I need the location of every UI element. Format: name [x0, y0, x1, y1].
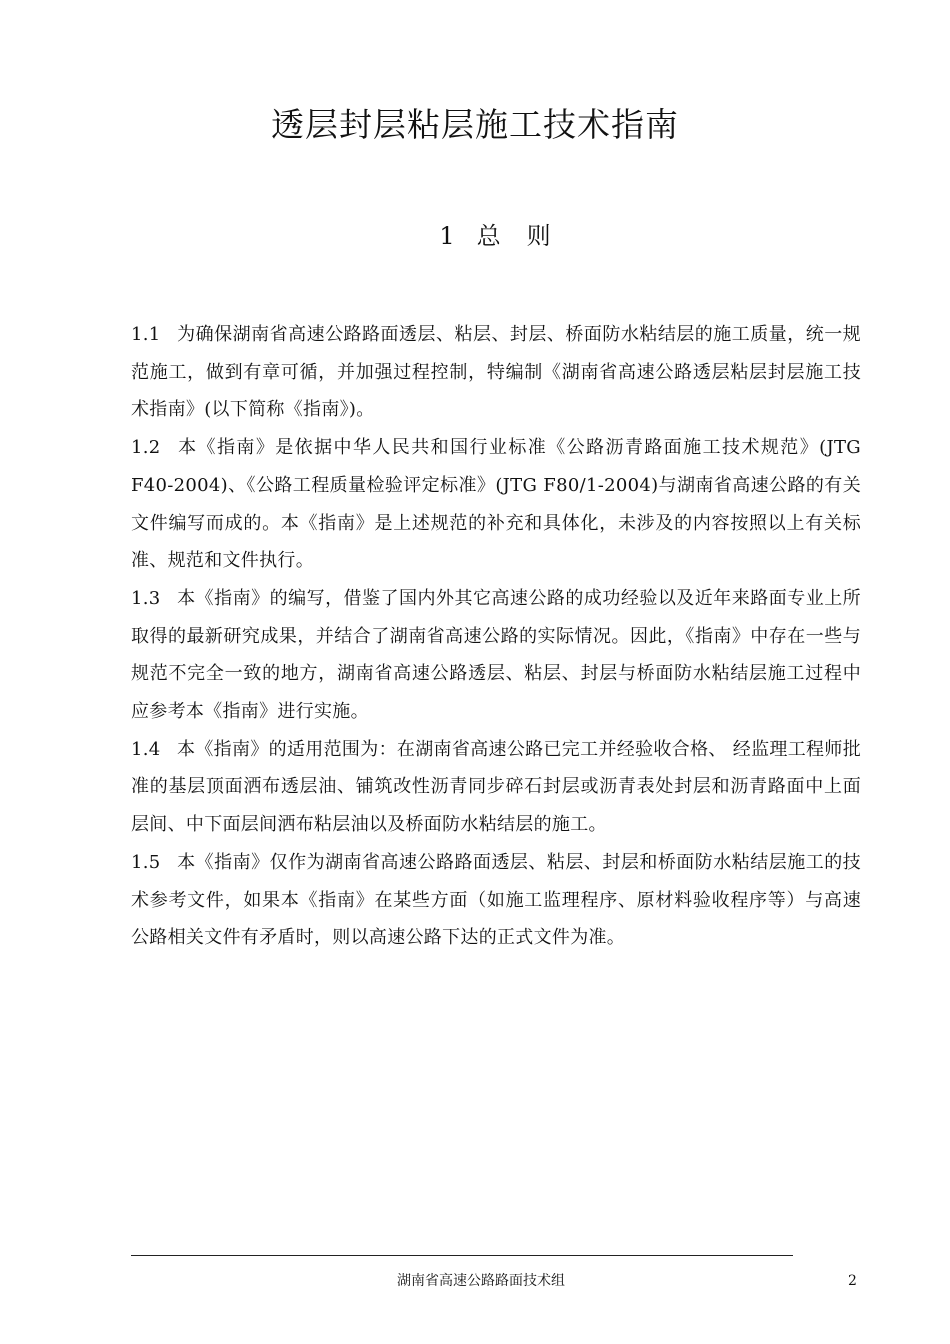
section-title-char-2: 则 — [526, 222, 551, 250]
section-title-char-1: 总 — [476, 222, 501, 250]
clause-number: 1.2 — [131, 437, 161, 459]
clause-text: 本《指南》仅作为湖南省高速公路路面透层、粘层、封层和桥面防水粘结层施工的技术参考文件，如果本《指南》在某些方面（如施工监理程序、原材料验收程序等）与高速公路相关文件有矛盾时，则以高速公路下达的正式文件为准。 — [131, 851, 861, 949]
footer-organization: 湖南省高速公路路面技术组 — [397, 1273, 565, 1289]
clause-1-2 — [131, 429, 861, 580]
body-text — [131, 316, 861, 957]
clause-1-4 — [131, 731, 861, 844]
footer-divider — [131, 1255, 793, 1256]
clause-text: 本《指南》是依据中华人民共和国行业标准《公路沥青路面施工技术规范》(JTG F40-2004)、《公路工程质量检验评定标准》(JTG F80/1-2004)与湖南省高速公路的有关文件编写而成的。本《指南》是上述规范的补充和具体化，未涉及的内容按照以上有关标准、规范和文件执行。 — [131, 437, 861, 572]
clause-1-1 — [131, 316, 861, 429]
section-heading — [0, 219, 950, 253]
clause-number: 1.4 — [131, 738, 161, 760]
clause-1-3 — [131, 580, 861, 731]
clause-number: 1.5 — [131, 851, 161, 873]
page-number: 2 — [848, 1273, 857, 1289]
clause-number: 1.3 — [131, 587, 161, 609]
clause-text: 为确保湖南省高速公路路面透层、粘层、封层、桥面防水粘结层的施工质量，统一规范施工，做到有章可循，并加强过程控制，特编制《湖南省高速公路透层粘层封层施工技术指南》(以下简称《指南》)。 — [131, 324, 861, 421]
clause-text: 本《指南》的适用范围为：在湖南省高速公路已完工并经验收合格、 经监理工程师批准的基层顶面洒布透层油、铺筑改性沥青同步碎石封层或沥青表处封层和沥青路面中上面层间、中下面层间洒布粘层油以及桥面防水粘结层的施工。 — [131, 738, 861, 836]
section-number: 1 — [439, 222, 455, 250]
clause-number: 1.1 — [131, 324, 161, 345]
page-title: 透层封层粘层施工技术指南 — [271, 105, 679, 144]
clause-1-5 — [131, 844, 861, 957]
clause-text: 本《指南》的编写，借鉴了国内外其它高速公路的成功经验以及近年来路面专业上所取得的最新研究成果，并结合了湖南省高速公路的实际情况。因此，《指南》中存在一些与规范不完全一致的地方，湖南省高速公路透层、粘层、封层与桥面防水粘结层施工过程中应参考本《指南》进行实施。 — [131, 587, 861, 723]
